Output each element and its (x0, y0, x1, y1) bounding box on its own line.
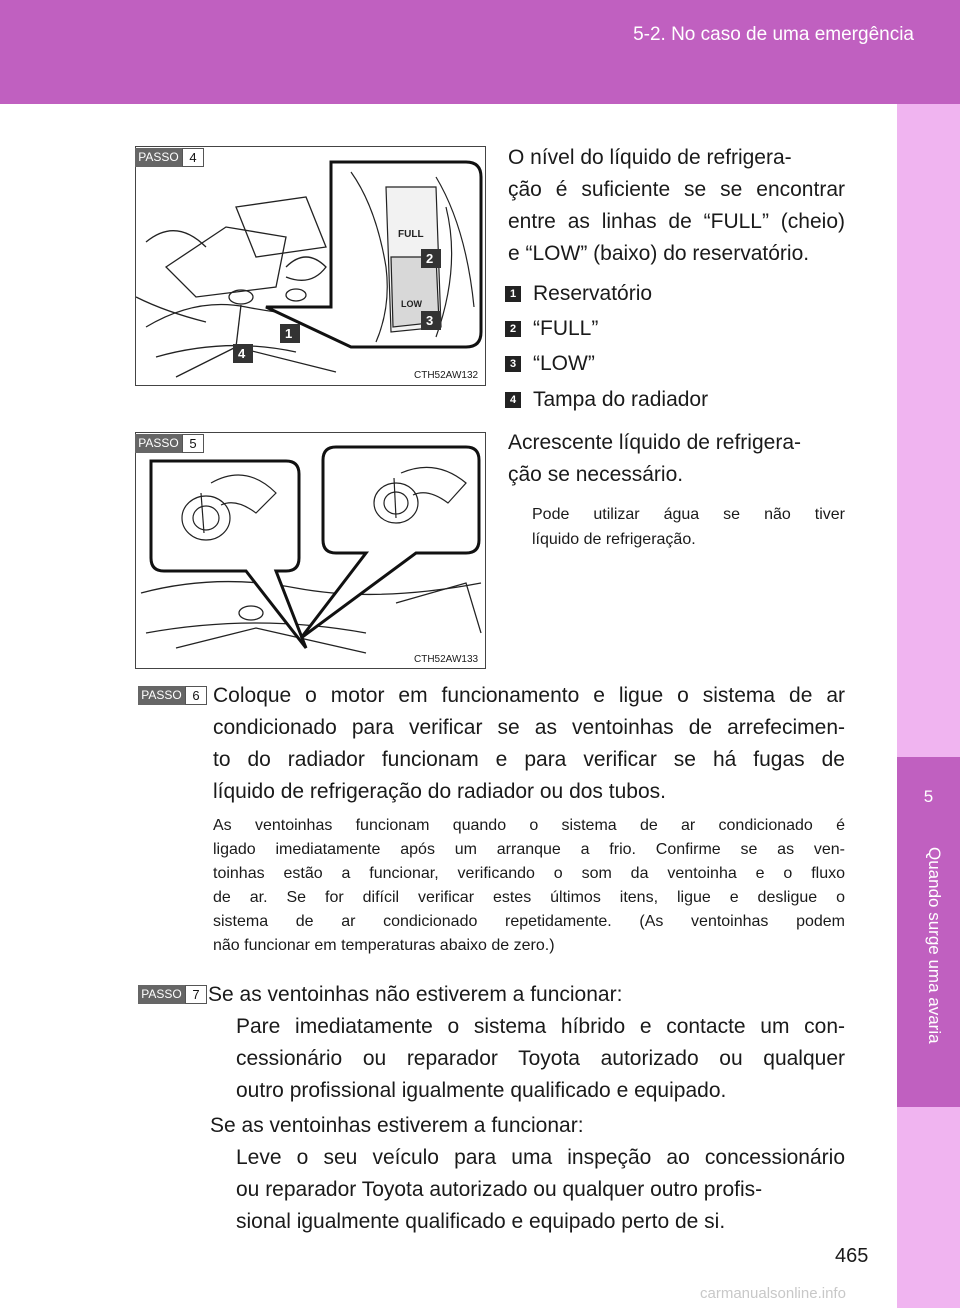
step-6-note-6: não funcionar em temperaturas abaixo de zero.) (213, 937, 555, 954)
svg-text:3: 3 (426, 313, 434, 328)
side-tab-band (897, 104, 960, 1308)
legend-number-box: 3 (505, 356, 521, 372)
step-4-line-1: O nível do líquido de refrigera- (508, 146, 792, 169)
legend-text: “LOW” (533, 352, 595, 375)
callout-3 (421, 311, 441, 330)
engine-bay-illustration (136, 147, 486, 386)
step-6-note-3: toinhas estão a funcionar, verificando o som da ventoinha e o fluxo (213, 865, 845, 882)
page-number: 465 (835, 1245, 869, 1267)
step-6-line-2: condicionado para verificar se as ventoinhas de arrefecimen- (213, 716, 845, 739)
svg-text:4: 4 (238, 346, 246, 361)
step-6-note-2: ligado imediatamente após um arranque a frio. Confirme se as ven- (213, 841, 845, 858)
step-5-note-1: Pode utilizar água se não tiver (532, 506, 845, 523)
section-header: 5-2. No caso de uma emergência (633, 24, 914, 45)
step-5-note-2: líquido de refrigeração. (532, 531, 696, 548)
step-label: PASSO (135, 148, 182, 167)
callout-2 (421, 249, 441, 268)
legend-number-box: 2 (505, 321, 521, 337)
full-mark: FULL (398, 229, 424, 240)
legend-item-low (505, 349, 595, 379)
low-mark: LOW (401, 299, 422, 309)
svg-text:2: 2 (426, 251, 434, 266)
step-5-line-2: ção se necessário. (508, 463, 684, 486)
callout-4 (233, 344, 253, 363)
callout-1 (280, 324, 300, 343)
figure-code: CTH52AW133 (414, 654, 479, 665)
step-number: 7 (185, 985, 207, 1004)
watermark: carmanualsonline.info (700, 1285, 846, 1302)
step-7-sub2-line-1: Leve o seu veículo para uma inspeção ao concessionário (236, 1146, 845, 1169)
step-7-case-1: Se as ventoinhas não estiverem a funcionar: (208, 983, 623, 1006)
legend-item-radiator-cap (505, 385, 708, 415)
svg-text:1: 1 (285, 326, 293, 341)
add-coolant-figure (135, 432, 486, 669)
legend-number-box: 1 (505, 286, 521, 302)
step-label: PASSO (138, 985, 185, 1004)
chapter-title: Quando surge uma avaria (925, 847, 944, 1044)
legend-text: Reservatório (533, 282, 653, 305)
step-6-note-4: de ar. Se for difícil verificar estes últimos itens, ligue e desligue o (213, 889, 845, 906)
step-7-badge (138, 985, 207, 1004)
step-5-badge (135, 434, 204, 453)
legend-text: “FULL” (533, 317, 599, 340)
coolant-level-figure (135, 146, 486, 386)
step-4-line-2: ção é suficiente se se encontrar (508, 178, 845, 201)
step-label: PASSO (135, 434, 182, 453)
chapter-number: 5 (923, 787, 934, 806)
step-6-line-1: Coloque o motor em funcionamento e ligue o sistema de ar (213, 684, 845, 707)
step-6-line-3: to do radiador funcionam e para verificar se há fugas de (213, 748, 845, 771)
legend-item-reservoir (505, 279, 652, 309)
coolant-refill-illustration (136, 433, 486, 669)
step-4-badge (135, 148, 204, 167)
step-5-line-1: Acrescente líquido de refrigera- (508, 431, 801, 454)
header-band (0, 0, 960, 104)
step-6-note-1: As ventoinhas funcionam quando o sistema de ar condicionado é (213, 817, 845, 834)
step-7-sub2-line-3: sional igualmente qualificado e equipado perto de si. (236, 1210, 726, 1233)
step-7-sub1-line-3: outro profissional igualmente qualificado e equipado. (236, 1079, 727, 1102)
figure-code: CTH52AW132 (414, 370, 479, 381)
step-7-sub1-line-1: Pare imediatamente o sistema híbrido e contacte um con- (236, 1015, 845, 1038)
step-number: 5 (182, 434, 204, 453)
step-4-line-4: e “LOW” (baixo) do reservatório. (508, 242, 810, 265)
step-number: 6 (185, 686, 207, 705)
chapter-tab (897, 757, 960, 1107)
legend-number-box: 4 (505, 392, 521, 408)
step-7-sub1-line-2: cessionário ou reparador Toyota autorizado ou qualquer (236, 1047, 845, 1070)
step-6-badge (138, 686, 207, 705)
step-6-line-4: líquido de refrigeração do radiador ou dos tubos. (213, 780, 666, 803)
step-6-note-5: sistema de ar condicionado repetidamente. (As ventoinhas podem (213, 913, 845, 930)
step-7-sub2-line-2: ou reparador Toyota autorizado ou qualquer outro profis- (236, 1178, 763, 1201)
step-7-case-2: Se as ventoinhas estiverem a funcionar: (210, 1114, 584, 1137)
legend-item-full (505, 314, 598, 344)
step-label: PASSO (138, 686, 185, 705)
legend-text: Tampa do radiador (533, 388, 709, 411)
step-number: 4 (182, 148, 204, 167)
step-4-line-3: entre as linhas de “FULL” (cheio) (508, 210, 845, 233)
